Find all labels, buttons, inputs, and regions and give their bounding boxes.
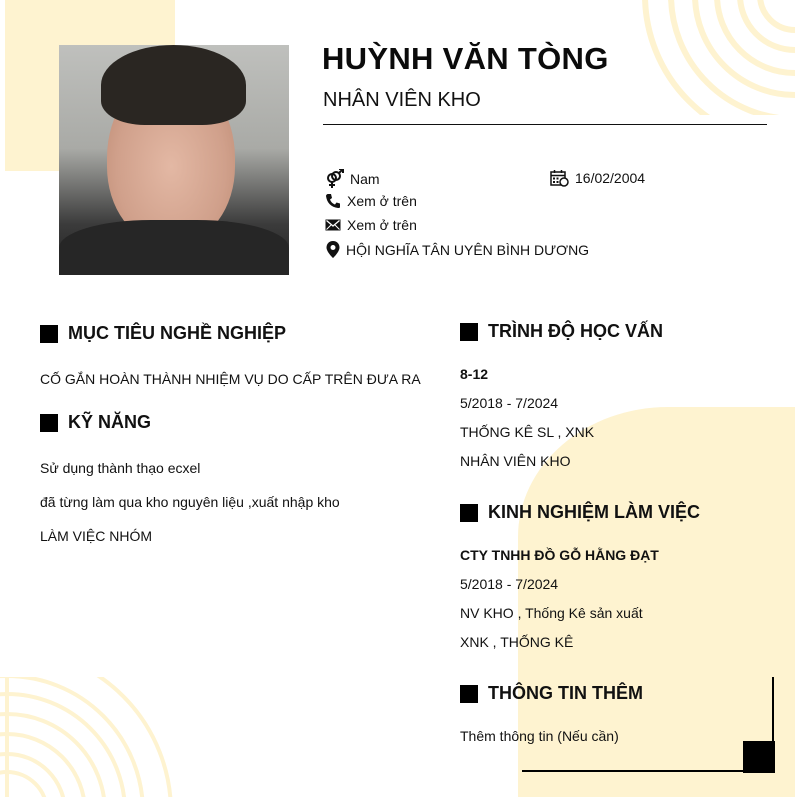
photo-shirt xyxy=(59,220,289,275)
section-heading-objective xyxy=(40,323,286,344)
candidate-name: HUỲNH VĂN TÒNG xyxy=(322,41,609,76)
section-heading-skills xyxy=(40,412,151,433)
birthday-value: 16/02/2004 xyxy=(575,170,646,186)
decor-corner-square xyxy=(743,741,775,773)
section-heading-experience xyxy=(460,502,700,523)
calendar-icon xyxy=(550,169,569,187)
contact-phone xyxy=(325,193,417,209)
experience-details: XNK , THỐNG KÊ xyxy=(460,634,574,650)
email-value: Xem ở trên xyxy=(347,217,417,233)
education-note: NHÂN VIÊN KHO xyxy=(460,453,571,469)
section-heading-extra xyxy=(460,683,643,704)
photo-hair xyxy=(101,45,246,125)
education-period: 5/2018 - 7/2024 xyxy=(460,395,559,411)
experience-role: NV KHO , Thống Kê sản xuất xyxy=(460,605,643,621)
heading-marker-icon xyxy=(460,504,478,522)
skills-heading-text: KỸ NĂNG xyxy=(68,412,152,432)
education-school: 8-12 xyxy=(460,366,489,382)
heading-marker-icon xyxy=(460,685,478,703)
phone-value: Xem ở trên xyxy=(347,193,417,209)
extra-heading-text: THÔNG TIN THÊM xyxy=(488,683,643,703)
contact-email xyxy=(325,217,417,233)
section-heading-education xyxy=(460,321,663,342)
decor-arcs-top-right xyxy=(625,0,795,115)
address-value: HỘI NGHĨA TÂN UYÊN BÌNH DƯƠNG xyxy=(346,241,590,258)
location-pin-icon xyxy=(326,241,340,258)
objective-text: CỐ GẮN HOÀN THÀNH NHIỆM VỤ DO CẤP TRÊN ĐƯA RA xyxy=(40,371,421,387)
heading-marker-icon xyxy=(40,325,58,343)
education-major: THỐNG KÊ SL , XNK xyxy=(460,424,595,440)
phone-icon xyxy=(325,193,341,209)
contact-address xyxy=(326,241,589,258)
decor-corner-line-horizontal xyxy=(522,770,774,772)
experience-heading-text: KINH NGHIỆM LÀM VIỆC xyxy=(488,502,701,522)
education-heading-text: TRÌNH ĐỘ HỌC VẤN xyxy=(488,321,663,341)
mail-icon xyxy=(325,219,341,231)
gender-value: Nam xyxy=(350,171,380,187)
contact-birthday xyxy=(550,169,645,187)
experience-company: CTY TNHH ĐỒ GỖ HẰNG ĐẠT xyxy=(460,547,659,563)
extra-text: Thêm thông tin (Nếu cần) xyxy=(460,728,619,744)
header-divider xyxy=(323,124,767,125)
decor-arcs-bottom-left xyxy=(0,677,180,797)
heading-marker-icon xyxy=(40,414,58,432)
skill-item: đã từng làm qua kho nguyên liệu ,xuất nhập kho xyxy=(40,494,340,510)
contact-gender xyxy=(324,169,380,189)
gender-icon xyxy=(324,169,344,189)
profile-photo xyxy=(59,45,289,275)
experience-period: 5/2018 - 7/2024 xyxy=(460,576,559,592)
skill-item: LÀM VIỆC NHÓM xyxy=(40,528,153,544)
heading-marker-icon xyxy=(460,323,478,341)
candidate-position: NHÂN VIÊN KHO xyxy=(323,89,481,111)
objective-heading-text: MỤC TIÊU NGHỀ NGHIỆP xyxy=(68,323,287,343)
skill-item: Sử dụng thành thạo ecxel xyxy=(40,460,201,476)
